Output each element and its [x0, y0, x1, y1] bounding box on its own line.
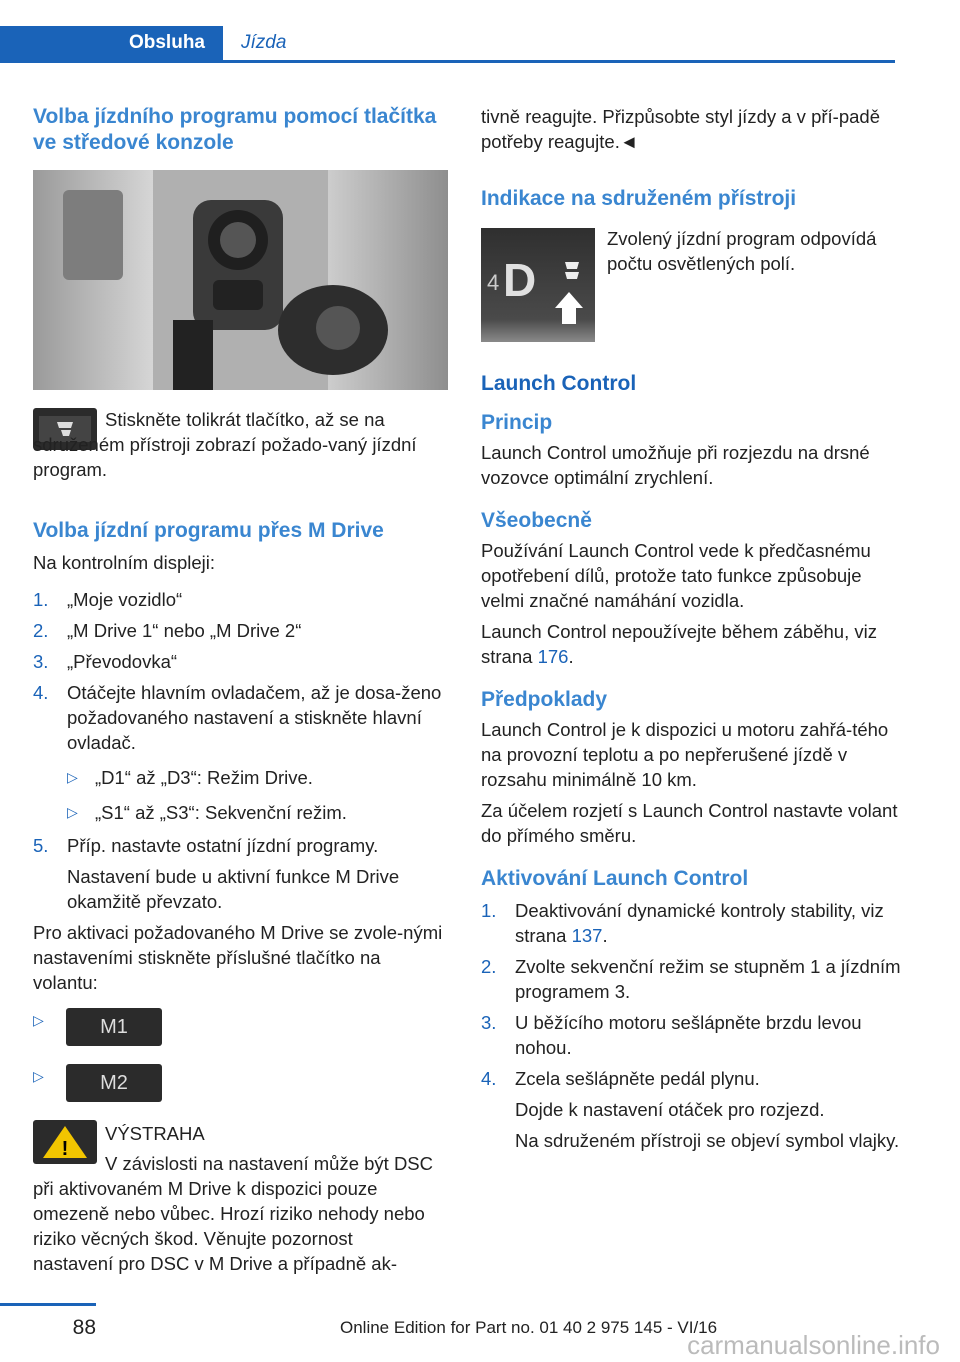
step-note: [481, 1097, 901, 1122]
step-number: 4.: [33, 682, 49, 703]
left-column: [33, 104, 448, 156]
predp-text-2: Za účelem rozjetí s Launch Control nastavte volant do přímého směru.: [481, 800, 898, 846]
list-item: [33, 587, 448, 612]
step-number: 4.: [481, 1068, 497, 1089]
section-heading-console: Volba jízdního programu pomocí tlačítka ve středové konzole: [33, 105, 437, 154]
page-link-176[interactable]: 176: [537, 646, 569, 667]
subheading-predpoklady: Předpoklady: [481, 688, 608, 711]
subheading-obecne: Všeobecně: [481, 509, 592, 532]
sub-text: „D1“ až „D3“: Režim Drive.: [95, 767, 313, 788]
list-item: [481, 1066, 901, 1091]
step-text: Zvolte sekvenční režim se stupněm 1 a jízdním programem 3.: [515, 956, 901, 1002]
step-text: „Převodovka“: [67, 651, 178, 672]
step-number: 3.: [481, 1012, 497, 1033]
note-text: Na sdruženém přístroji se objeví symbol vlajky.: [515, 1130, 900, 1151]
page-number: 88: [72, 1316, 96, 1339]
indikace-text: Zvolený jízdní program odpovídá počtu osvětlených polí.: [607, 228, 877, 274]
subheading-aktivovani: Aktivování Launch Control: [481, 867, 749, 890]
launch-control-section: [481, 372, 901, 1153]
tab-jizda[interactable]: Jízda: [241, 32, 287, 53]
list-item: [481, 954, 901, 1004]
step-text: Otáčejte hlavním ovladačem, až je dosa-ženo požadovaného nastavení a stiskněte hlavní ovladač.: [67, 682, 442, 753]
step-text: Zcela sešlápněte pedál plynu.: [515, 1068, 760, 1089]
svg-text:D: D: [503, 254, 537, 306]
step-number: 5.: [33, 835, 49, 856]
warning-continued: tivně reagujte. Přizpůsobte styl jízdy a v pří-padě potřeby reagujte.◄: [481, 106, 880, 152]
display-intro: Na kontrolním displeji:: [33, 552, 215, 573]
page-link-137[interactable]: 137: [571, 925, 603, 946]
m1-button-icon: [66, 1008, 162, 1046]
list-item: [481, 1010, 901, 1060]
princip-text: Launch Control umožňuje při rozjezdu na drsné vozovce optimální zrychlení.: [481, 442, 870, 488]
triangle-bullet-icon: ▷: [67, 769, 78, 785]
activate-instruction: Pro aktivaci požadovaného M Drive se zvole-nými nastaveními stiskněte příslušné tlačítko na volantu:: [33, 922, 443, 993]
warning-text: V závislosti na nastavení může být DSC při aktivovaném M Drive k dispozici pouze omezeně nebo vůbec. Hrozí riziko nehody nebo riziko věcných škod. Věnujte pozornost nastavení pro DSC v M Drive a případně ak-: [33, 1153, 434, 1274]
m2-button-icon: [66, 1064, 162, 1102]
m1-label: M1: [100, 1016, 128, 1038]
step-text: „Moje vozidlo“: [67, 589, 183, 610]
zabeh-text: Launch Control nepoužívejte během záběhu, viz strana 176.: [481, 621, 877, 667]
right-column: [481, 104, 896, 212]
list-item: [33, 833, 448, 858]
m-drive-section: [33, 518, 448, 995]
triangle-bullet-icon: ▷: [33, 1068, 44, 1084]
edition-text: Online Edition for Part no. 01 40 2 975 145 - VI/16: [340, 1318, 718, 1337]
section-heading-launch: Launch Control: [481, 372, 637, 395]
note-text: Dojde k nastavení otáček pro rozjezd.: [515, 1099, 825, 1120]
m2-label: M2: [100, 1072, 128, 1094]
list-item: [33, 649, 448, 674]
list-item: 1. Deaktivování dynamické kontroly stability, viz strana 137.: [481, 900, 884, 946]
list-item: [33, 618, 448, 643]
warning-title: VÝSTRAHA: [105, 1123, 205, 1144]
footer-accent-line: [0, 1303, 96, 1306]
step-number: 1.: [33, 589, 49, 610]
step-text: „M Drive 1“ nebo „M Drive 2“: [67, 620, 302, 641]
sub-item: [33, 765, 448, 790]
obecne-text: Používání Launch Control vede k předčasnému opotřebení dílů, protože tato funkce způsobuje velmi značné namáhání vozidla.: [481, 540, 871, 611]
svg-text:4: 4: [487, 270, 500, 295]
step-number: 2.: [33, 620, 49, 641]
press-instruction: Stiskněte tolikrát tlačítko, až se na sdruženém přístroji zobrazí požado-vaný jízdní program.: [33, 409, 417, 480]
sub-text: „S1“ až „S3“: Sekvenční režim.: [95, 802, 347, 823]
subheading-princip: Princip: [481, 411, 553, 434]
section-heading-indikace: Indikace na sdruženém přístroji: [481, 187, 797, 210]
step-note: [481, 1128, 901, 1153]
console-photo: [33, 170, 448, 390]
section-heading-mdrive: Volba jízdní programu přes M Drive: [33, 519, 384, 542]
step-number: 2.: [481, 956, 497, 977]
zabeh-sentence: Launch Control nepoužívejte během záběhu, viz strana: [481, 621, 877, 667]
step-number: 3.: [33, 651, 49, 672]
step-text: Příp. nastavte ostatní jízdní programy.: [67, 835, 379, 856]
step-text: U běžícího motoru sešlápněte brzdu levou nohou.: [515, 1012, 862, 1058]
predp-text: Launch Control je k dispozici u motoru zahřá-tého na provozní teplotu a po nepřerušené jízdě v rozsahu minimálně 10 km.: [481, 719, 889, 790]
step-number: 1.: [481, 900, 497, 921]
step-text: Deaktivování dynamické kontroly stability, viz strana: [515, 900, 884, 946]
triangle-bullet-icon: ▷: [33, 1012, 44, 1028]
cluster-display-image: [481, 228, 595, 342]
list-item: [33, 680, 448, 755]
sub-item: [33, 800, 448, 825]
tab-obsluha[interactable]: Obsluha: [0, 26, 223, 60]
triangle-bullet-icon: ▷: [67, 804, 78, 820]
step-note: [33, 864, 448, 914]
watermark: carmanualsonline.info: [687, 1330, 940, 1360]
header-tabs: [0, 26, 895, 63]
svg-text:!: !: [61, 1138, 69, 1160]
note-text: Nastavení bude u aktivní funkce M Drive okamžitě převzato.: [67, 866, 400, 912]
